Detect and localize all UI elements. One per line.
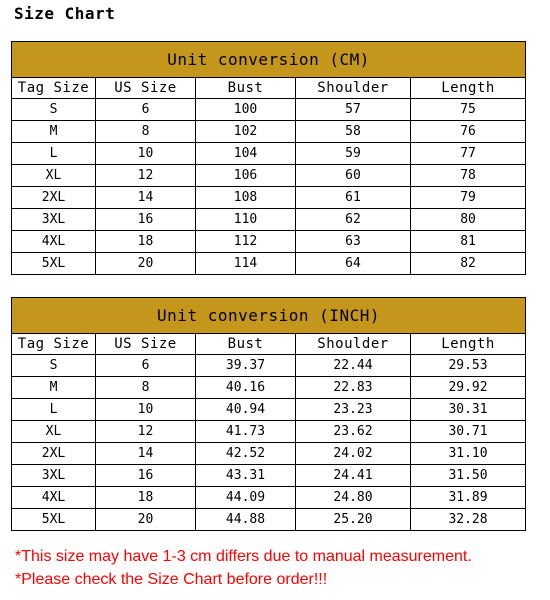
cell-shoulder: 24.02 bbox=[296, 443, 411, 465]
cell-us-size: 6 bbox=[96, 355, 196, 377]
cell-shoulder: 23.23 bbox=[296, 399, 411, 421]
table-row bbox=[12, 487, 526, 509]
cell-tag-size: 4XL bbox=[12, 487, 96, 509]
cell-length: 81 bbox=[411, 231, 526, 253]
cell-tag-size: S bbox=[12, 99, 96, 121]
column-header-us-size: US Size bbox=[96, 334, 196, 355]
cell-shoulder: 24.41 bbox=[296, 465, 411, 487]
table-banner-cm: Unit conversion (CM) bbox=[12, 42, 526, 78]
column-header-shoulder: Shoulder bbox=[296, 334, 411, 355]
table-row bbox=[12, 399, 526, 421]
cell-bust: 44.88 bbox=[196, 509, 296, 531]
cell-tag-size: 5XL bbox=[12, 509, 96, 531]
cell-us-size: 12 bbox=[96, 421, 196, 443]
cell-tag-size: XL bbox=[12, 165, 96, 187]
column-header-length: Length bbox=[411, 334, 526, 355]
cell-length: 77 bbox=[411, 143, 526, 165]
table-row bbox=[12, 209, 526, 231]
cell-length: 31.10 bbox=[411, 443, 526, 465]
table-row bbox=[12, 377, 526, 399]
cell-us-size: 10 bbox=[96, 143, 196, 165]
cell-us-size: 14 bbox=[96, 187, 196, 209]
cell-us-size: 10 bbox=[96, 399, 196, 421]
table-row bbox=[12, 121, 526, 143]
cell-length: 75 bbox=[411, 99, 526, 121]
cell-tag-size: 4XL bbox=[12, 231, 96, 253]
cell-us-size: 12 bbox=[96, 165, 196, 187]
cell-length: 30.71 bbox=[411, 421, 526, 443]
cell-length: 82 bbox=[411, 253, 526, 275]
cell-us-size: 8 bbox=[96, 377, 196, 399]
table-header-row bbox=[12, 334, 526, 355]
cell-shoulder: 57 bbox=[296, 99, 411, 121]
cell-bust: 100 bbox=[196, 99, 296, 121]
cell-shoulder: 63 bbox=[296, 231, 411, 253]
cell-us-size: 18 bbox=[96, 231, 196, 253]
cell-bust: 40.16 bbox=[196, 377, 296, 399]
table-row bbox=[12, 231, 526, 253]
note-measurement: *This size may have 1-3 cm differs due to manual measurement. bbox=[15, 548, 472, 565]
cell-shoulder: 58 bbox=[296, 121, 411, 143]
cell-bust: 41.73 bbox=[196, 421, 296, 443]
cell-bust: 43.31 bbox=[196, 465, 296, 487]
cell-tag-size: S bbox=[12, 355, 96, 377]
table-banner-inch: Unit conversion (INCH) bbox=[12, 298, 526, 334]
cell-bust: 114 bbox=[196, 253, 296, 275]
cell-us-size: 20 bbox=[96, 253, 196, 275]
table-row bbox=[12, 187, 526, 209]
cell-shoulder: 60 bbox=[296, 165, 411, 187]
column-header-shoulder: Shoulder bbox=[296, 78, 411, 99]
note-check-chart: *Please check the Size Chart before order!!! bbox=[15, 571, 328, 588]
table-row bbox=[12, 443, 526, 465]
cell-us-size: 16 bbox=[96, 465, 196, 487]
cell-tag-size: M bbox=[12, 121, 96, 143]
cell-bust: 112 bbox=[196, 231, 296, 253]
cell-us-size: 6 bbox=[96, 99, 196, 121]
cell-tag-size: M bbox=[12, 377, 96, 399]
table-row bbox=[12, 421, 526, 443]
cell-bust: 106 bbox=[196, 165, 296, 187]
cell-bust: 42.52 bbox=[196, 443, 296, 465]
cell-tag-size: 5XL bbox=[12, 253, 96, 275]
cell-length: 31.89 bbox=[411, 487, 526, 509]
cell-shoulder: 24.80 bbox=[296, 487, 411, 509]
size-table-inch bbox=[11, 297, 526, 531]
cell-bust: 44.09 bbox=[196, 487, 296, 509]
cell-us-size: 8 bbox=[96, 121, 196, 143]
cell-bust: 39.37 bbox=[196, 355, 296, 377]
table-row bbox=[12, 355, 526, 377]
cell-tag-size: 2XL bbox=[12, 187, 96, 209]
cell-us-size: 20 bbox=[96, 509, 196, 531]
cell-bust: 102 bbox=[196, 121, 296, 143]
notes bbox=[15, 545, 472, 591]
cell-shoulder: 22.44 bbox=[296, 355, 411, 377]
table-row bbox=[12, 99, 526, 121]
cell-bust: 110 bbox=[196, 209, 296, 231]
cell-length: 32.28 bbox=[411, 509, 526, 531]
cell-shoulder: 22.83 bbox=[296, 377, 411, 399]
cell-shoulder: 61 bbox=[296, 187, 411, 209]
cell-us-size: 14 bbox=[96, 443, 196, 465]
cell-length: 78 bbox=[411, 165, 526, 187]
table-row bbox=[12, 165, 526, 187]
cell-length: 79 bbox=[411, 187, 526, 209]
table-header-row bbox=[12, 78, 526, 99]
cell-length: 29.92 bbox=[411, 377, 526, 399]
table-row bbox=[12, 253, 526, 275]
table-row bbox=[12, 143, 526, 165]
cell-us-size: 18 bbox=[96, 487, 196, 509]
cell-shoulder: 23.62 bbox=[296, 421, 411, 443]
column-header-tag-size: Tag Size bbox=[12, 334, 96, 355]
cell-length: 80 bbox=[411, 209, 526, 231]
cell-bust: 108 bbox=[196, 187, 296, 209]
cell-shoulder: 59 bbox=[296, 143, 411, 165]
column-header-tag-size: Tag Size bbox=[12, 78, 96, 99]
table-row bbox=[12, 509, 526, 531]
cell-tag-size: L bbox=[12, 399, 96, 421]
cell-tag-size: 3XL bbox=[12, 209, 96, 231]
cell-length: 76 bbox=[411, 121, 526, 143]
cell-tag-size: L bbox=[12, 143, 96, 165]
cell-shoulder: 62 bbox=[296, 209, 411, 231]
cell-length: 30.31 bbox=[411, 399, 526, 421]
column-header-us-size: US Size bbox=[96, 78, 196, 99]
table-row bbox=[12, 465, 526, 487]
cell-tag-size: 2XL bbox=[12, 443, 96, 465]
column-header-bust: Bust bbox=[196, 334, 296, 355]
column-header-length: Length bbox=[411, 78, 526, 99]
cell-length: 31.50 bbox=[411, 465, 526, 487]
cell-length: 29.53 bbox=[411, 355, 526, 377]
cell-us-size: 16 bbox=[96, 209, 196, 231]
cell-tag-size: 3XL bbox=[12, 465, 96, 487]
cell-bust: 104 bbox=[196, 143, 296, 165]
page-title: Size Chart bbox=[14, 4, 116, 23]
cell-shoulder: 64 bbox=[296, 253, 411, 275]
size-table-cm bbox=[11, 41, 526, 275]
cell-tag-size: XL bbox=[12, 421, 96, 443]
cell-shoulder: 25.20 bbox=[296, 509, 411, 531]
cell-bust: 40.94 bbox=[196, 399, 296, 421]
column-header-bust: Bust bbox=[196, 78, 296, 99]
